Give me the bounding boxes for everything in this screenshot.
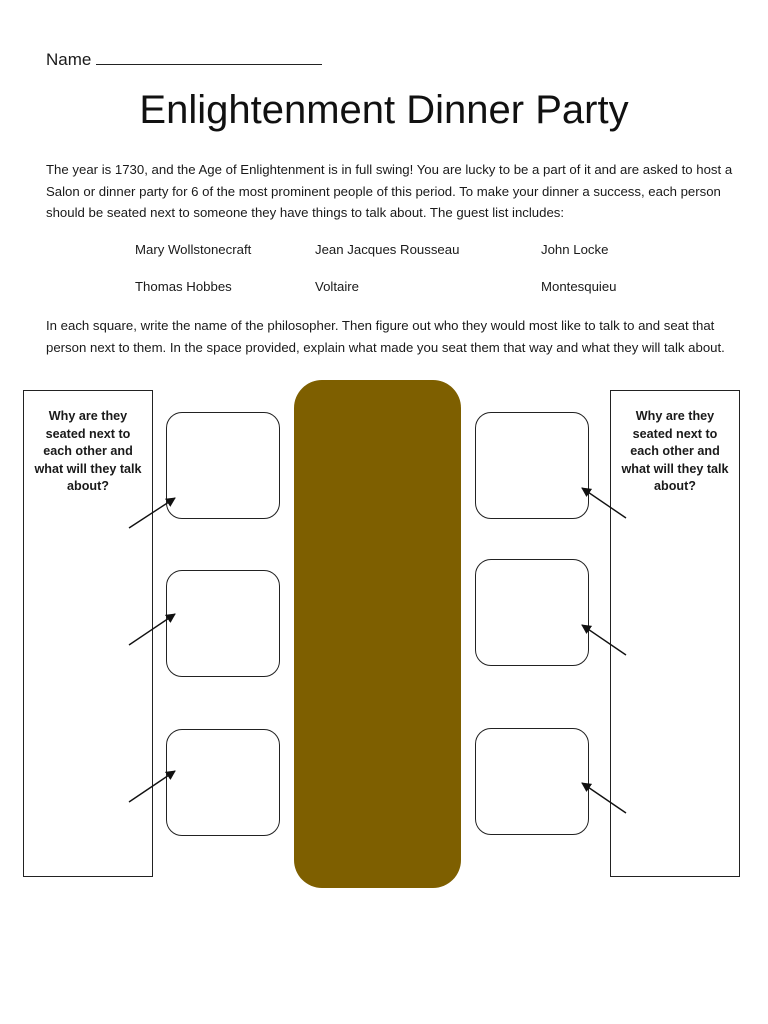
arrow-right-2 [582, 625, 626, 655]
instructions-paragraph: In each square, write the name of the philosopher. Then figure out who they would most like to talk to and seat that person next to them. In the space provided, explain what made you seat them that way and what they will talk about. [46, 318, 725, 355]
intro-paragraph: The year is 1730, and the Age of Enlightenment is in full swing! You are lucky to be a part of it and are asked to host a Salon or dinner party for 6 of the most prominent people of this period. To make your dinner a success, each person should be seated next to someone they have things to talk about. The guest list includes: [46, 162, 733, 220]
arrow-right-3 [582, 783, 626, 813]
guest-name: John Locke [541, 242, 609, 257]
page-title: Enlightenment Dinner Party [139, 88, 629, 132]
name-label: Name [46, 50, 92, 69]
guest-name: Thomas Hobbes [135, 279, 232, 294]
guest-name: Montesquieu [541, 279, 617, 294]
right-prompt: Why are they seated next to each other and what will they talk about? [621, 409, 729, 493]
arrow-left-2 [129, 614, 175, 645]
arrow-left-1 [129, 498, 175, 528]
guest-name: Voltaire [315, 279, 359, 294]
guest-name: Mary Wollstonecraft [135, 242, 252, 257]
guest-name: Jean Jacques Rousseau [315, 242, 460, 257]
arrow-right-1 [582, 488, 626, 518]
left-prompt: Why are they seated next to each other and what will they talk about? [34, 409, 142, 493]
arrow-left-3 [129, 771, 175, 802]
